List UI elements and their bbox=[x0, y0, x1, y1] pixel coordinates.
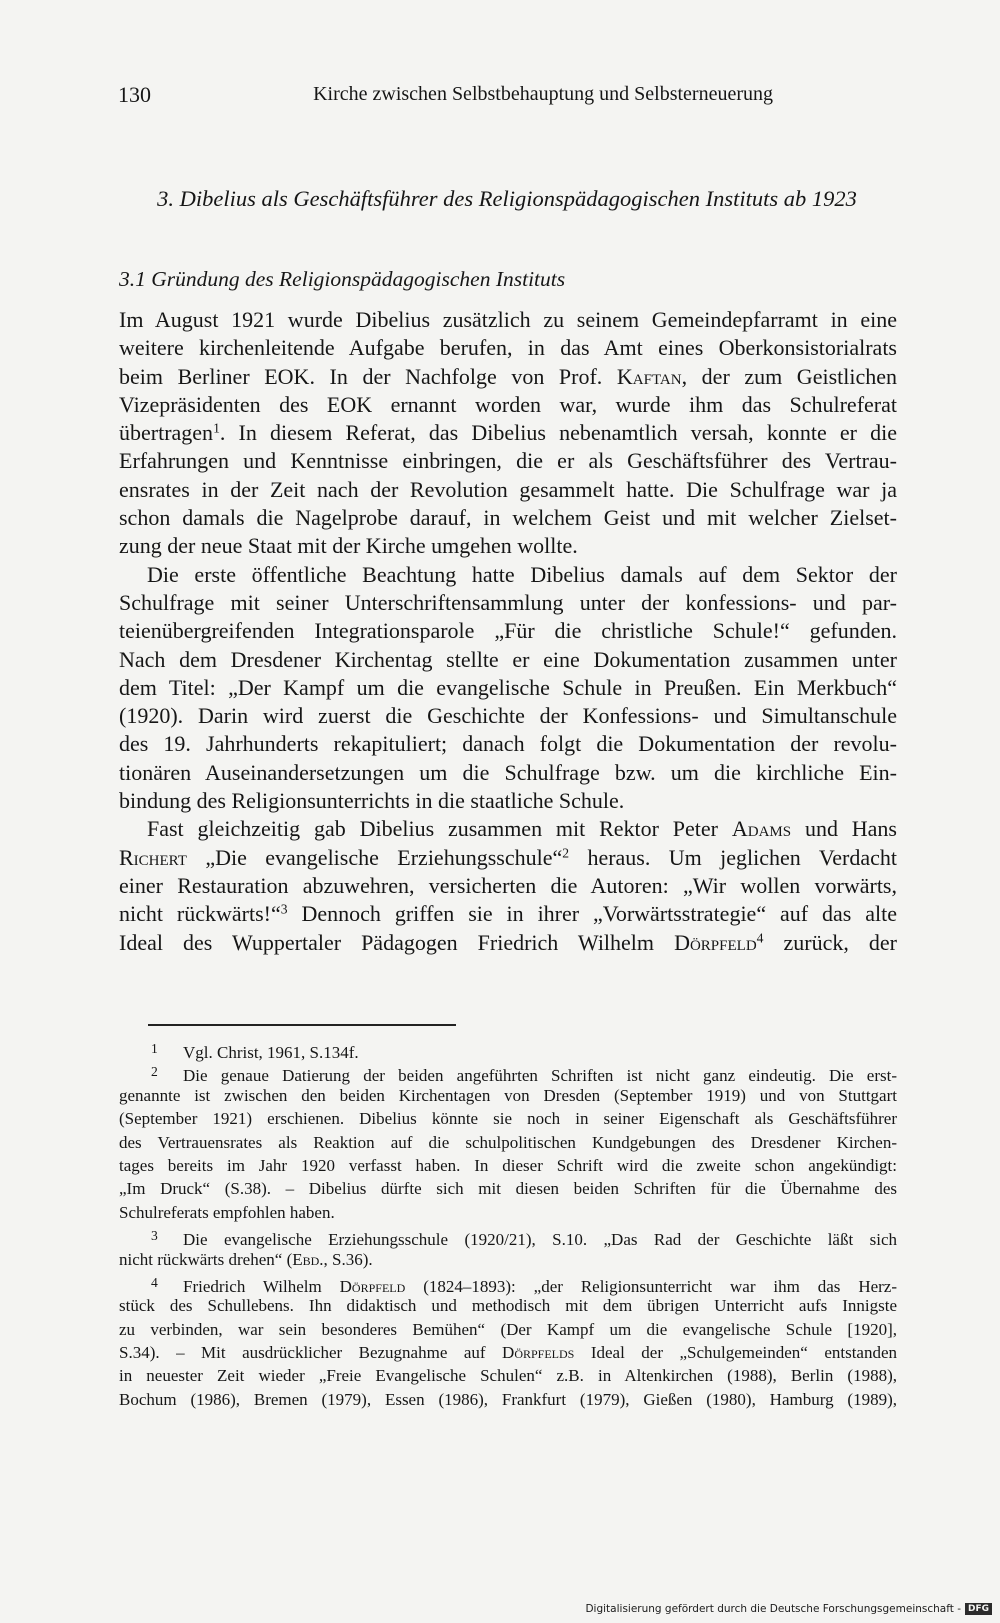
body-text bbox=[119, 306, 897, 957]
body-line: Erfahrungen und Kenntnisse einbringen, die er als Geschäftsführer des Vertrau- bbox=[119, 448, 897, 474]
body-line: beim Berliner EOK. In der Nachfolge von Prof. Kaftan, der zum Geistlichen bbox=[119, 363, 898, 389]
author-name: Dörpfelds bbox=[502, 1343, 575, 1363]
footnote-line: (September 1921) erschienen. Dibelius könnte sie noch in seiner Eigenschaft als Geschäftsführer bbox=[119, 1109, 897, 1129]
body-line: tionären Auseinandersetzungen um die Schulfrage bzw. um die kirchliche Ein- bbox=[119, 759, 897, 785]
body-line: Nach dem Dresdener Kirchentag stellte er eine Dokumentation zusammen unter bbox=[119, 646, 897, 672]
body-line: zung der neue Staat mit der Kirche umgehen wollte. bbox=[119, 533, 578, 559]
body-line: nicht rückwärts!“$^3$ Dennoch griffen sie in ihrer „Vorwärtsstrategie“ auf das alte bbox=[119, 901, 898, 927]
footnote-line: tages bereits im Jahr 1920 verfasst haben. In dieser Schrift wird die zweite schon angekündigt: bbox=[119, 1155, 897, 1175]
footnote-line: 1 Vgl. Christ, 1961, S.134f. bbox=[119, 1037, 897, 1060]
page-number: 130 bbox=[118, 82, 151, 107]
section-title: 3. Dibelius als Geschäftsführer des Religionspädagogischen Instituts ab 1923 bbox=[157, 186, 857, 211]
author-name: Dörpfeld bbox=[674, 929, 757, 955]
body-line: Richert „Die evangelische Erziehungsschule“$^2$ heraus. Um jeglichen Verdacht bbox=[119, 844, 897, 870]
body-line: weitere kirchenleitende Aufgabe berufen, in das Amt eines Oberkonsistorialrats bbox=[119, 335, 897, 361]
running-header bbox=[118, 82, 773, 116]
footnote-line: „Im Druck“ (S.38). – Dibelius dürfte sich mit diesen beiden Schriften für die Übernahme des bbox=[119, 1179, 897, 1199]
footnote-line: Bochum (1986), Bremen (1979), Essen (1986), Frankfurt (1979), Gießen (1980), Hamburg (1989), bbox=[119, 1389, 897, 1409]
digitization-credit bbox=[585, 1603, 992, 1615]
footnote-line: 2 Die genaue Datierung der beiden angeführten Schriften ist nicht ganz eindeutig. Die erst- bbox=[119, 1060, 897, 1083]
body-line: Schulfrage mit seiner Unterschriftensammlung unter der konfessions- und par- bbox=[119, 589, 897, 615]
footnote-mark: 4 bbox=[151, 1274, 158, 1290]
citation-abbrev: Ebd bbox=[292, 1249, 320, 1269]
author-name: Kaftan bbox=[616, 363, 682, 389]
footnote-ref[interactable]: 3 bbox=[280, 901, 288, 917]
body-line: teienübergreifenden Integrationsparole „Für die christliche Schule!“ gefunden. bbox=[119, 618, 897, 644]
footnotes bbox=[119, 1037, 897, 1411]
footnote-line: in neuester Zeit wieder „Freie Evangelische Schulen“ z.B. in Altenkirchen (1988), Berlin (1988), bbox=[119, 1366, 897, 1386]
body-line: ensrates in der Zeit nach der Revolution gesammelt hatte. Die Schulfrage war ja bbox=[119, 476, 897, 502]
body-line: übertragen$^1$. In diesem Referat, das Dibelius nebenamtlich versah, konnte er die bbox=[119, 420, 897, 446]
body-line: des 19. Jahrhunderts rekapituliert; danach folgt die Dokumentation der revolu- bbox=[119, 731, 897, 757]
footnote-line: 4 Friedrich Wilhelm Dörpfeld (1824–1893): „der Religionsunterricht war ihm das Herz- bbox=[119, 1271, 897, 1294]
footnote-ref[interactable]: 4 bbox=[756, 930, 764, 946]
subsection-title: 3.1 Gründung des Religionspädagogischen Instituts bbox=[119, 267, 566, 291]
body-line: Die erste öffentliche Beachtung hatte Dibelius damals auf dem Sektor der bbox=[147, 561, 897, 587]
footnote-line: nicht rückwärts drehen“ (Ebd., S.36). bbox=[119, 1249, 373, 1269]
body-line: bindung des Religionsunterrichts in die staatliche Schule. bbox=[119, 788, 625, 814]
body-line: dem Titel: „Der Kampf um die evangelische Schule in Preußen. Ein Merkbuch“ bbox=[119, 674, 897, 700]
dfg-logo: DFG bbox=[965, 1603, 992, 1615]
footnote-line: Schulreferats empfohlen haben. bbox=[119, 1202, 335, 1222]
footnote-mark: 2 bbox=[151, 1064, 158, 1080]
author-name: Richert bbox=[119, 844, 187, 870]
footnote-line: genannte ist zwischen den beiden Kirchentagen von Dresden (September 1919) und von Stuttgart bbox=[119, 1085, 897, 1105]
body-line: schon damals die Nagelprobe darauf, in welchem Geist und mit welcher Zielset- bbox=[119, 505, 897, 531]
footnote-line: 3 Die evangelische Erziehungsschule (1920/21), S.10. „Das Rad der Geschichte läßt sich bbox=[119, 1224, 897, 1247]
footnote-rule bbox=[148, 1024, 456, 1026]
footnote-ref[interactable]: 1 bbox=[213, 420, 220, 436]
footnote-line: S.34). – Mit ausdrücklicher Bezugnahme auf Dörpfelds Ideal der „Schulgemeinden“ entstanden bbox=[119, 1343, 898, 1363]
body-line: einer Restauration abzuwehren, versicherten die Autoren: „Wir wollen vorwärts, bbox=[119, 872, 897, 898]
credit-text: Digitalisierung gefördert durch die Deutsche Forschungsgemeinschaft - bbox=[585, 1603, 961, 1615]
author-name: Adams bbox=[731, 816, 792, 842]
footnote-mark: 3 bbox=[151, 1228, 158, 1244]
body-line: (1920). Darin wird zuerst die Geschichte der Konfessions- und Simultanschule bbox=[119, 703, 897, 729]
body-line: Im August 1921 wurde Dibelius zusätzlich zu seinem Gemeindepfarramt in eine bbox=[119, 307, 897, 332]
footnote-mark: 1 bbox=[151, 1041, 158, 1056]
body-line: Fast gleichzeitig gab Dibelius zusammen mit Rektor Peter Adams und Hans bbox=[147, 816, 897, 842]
running-title: Kirche zwischen Selbstbehauptung und Selbsterneuerung bbox=[313, 83, 773, 105]
footnote-ref[interactable]: 2 bbox=[562, 845, 570, 861]
author-name: Dörpfeld bbox=[339, 1276, 406, 1296]
body-line: Ideal des Wuppertaler Pädagogen Friedrich Wilhelm Dörpfeld$^4$ zurück, der bbox=[119, 929, 898, 955]
footnote-line: zu verbinden, war sein besonderes Bemühen“ (Der Kampf um die evangelische Schule [1920], bbox=[119, 1319, 897, 1339]
footnote-line: stück des Schullebens. Ihn didaktisch und methodisch mit dem übrigen Unterricht aufs Innigste bbox=[119, 1296, 897, 1316]
footnote-line: des Vertrauensrates als Reaktion auf die schulpolitischen Kundgebungen des Dresdener Kirchen- bbox=[119, 1132, 897, 1152]
body-line: Vizepräsidenten des EOK ernannt worden war, wurde ihm das Schulreferat bbox=[119, 391, 897, 417]
